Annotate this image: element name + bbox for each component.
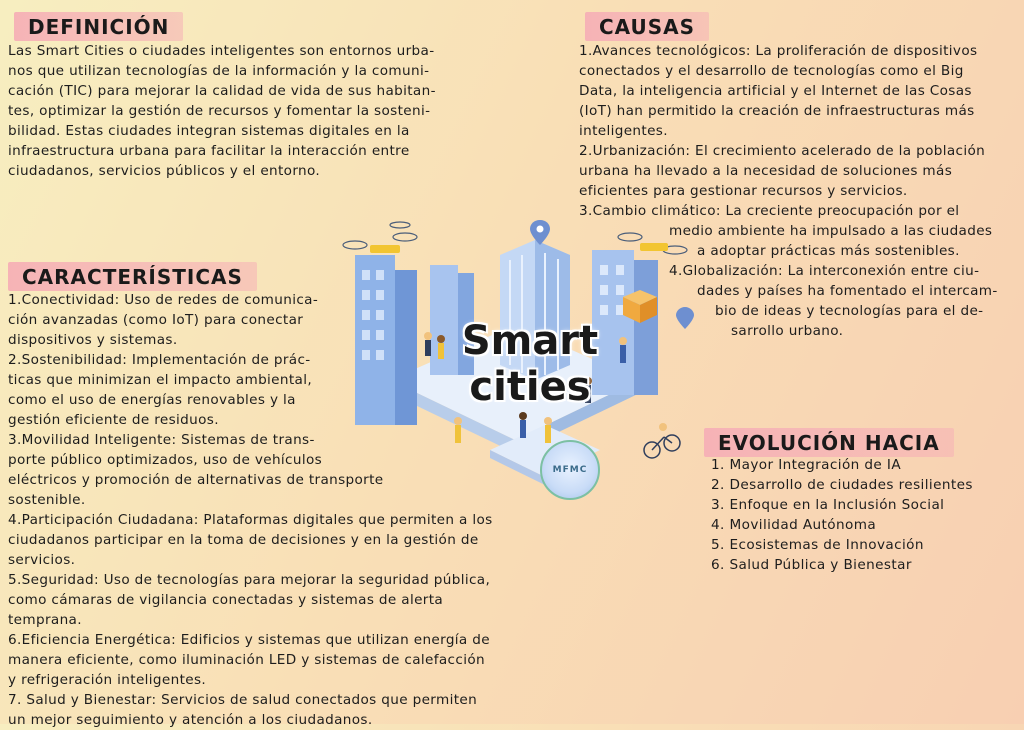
text-line: como cámaras de vigilancia conectadas y sistemas de alerta — [8, 592, 444, 608]
text-line: ciudadanos participar en la toma de decisiones y en la gestión de — [8, 532, 479, 548]
text-line: infraestructura urbana para facilitar la interacción entre — [8, 143, 410, 159]
text-line: ciudadanos, servicios públicos y el entorno. — [8, 163, 321, 179]
author-logo — [540, 440, 600, 500]
text-line: 2.Urbanización: El crecimiento acelerado de la población — [579, 143, 986, 159]
text-line: 3.Cambio climático: La creciente preocupación por el — [579, 203, 960, 219]
text-line: eficientes para gestionar recursos y servicios. — [579, 183, 908, 199]
text-line: tes, optimizar la gestión de recursos y fomentar la sosteni- — [8, 103, 431, 119]
text-line: cación (TIC) para mejorar la calidad de vida de sus habitan- — [8, 83, 436, 99]
text-line: 2.Sostenibilidad: Implementación de prác- — [8, 352, 311, 368]
text-line: 5.Seguridad: Uso de tecnologías para mejorar la seguridad pública, — [8, 572, 491, 588]
list-item: 6. Salud Pública y Bienestar — [711, 557, 912, 573]
text-line: bilidad. Estas ciudades integran sistemas digitales en la — [8, 123, 410, 139]
text-line: sarrollo urbano. — [731, 323, 844, 339]
text-line: 6.Eficiencia Energética: Edificios y sistemas que utilizan energía de — [8, 632, 490, 648]
text-line: medio ambiente ha impulsado a las ciudades — [669, 223, 993, 239]
center-title-line2: cities — [469, 364, 591, 410]
text-line: ticas que minimizan el impacto ambiental, — [8, 372, 313, 388]
text-line: como el uso de energías renovables y la — [8, 392, 296, 408]
text-line: ción avanzadas (como IoT) para conectar — [8, 312, 304, 328]
text-line: Las Smart Cities o ciudades inteligentes son entornos urba- — [8, 43, 435, 59]
text-line: 7. Salud y Bienestar: Servicios de salud conectados que permiten — [8, 692, 478, 708]
text-line: Data, la inteligencia artificial y el Internet de las Cosas — [579, 83, 972, 99]
text-line: 4.Globalización: La interconexión entre ciu- — [669, 263, 980, 279]
text-line: gestión eficiente de residuos. — [8, 412, 219, 428]
text-line: un mejor seguimiento y atención a los ciudadanos. — [8, 712, 373, 728]
causas-heading: CAUSAS — [585, 12, 709, 41]
text-line: inteligentes. — [579, 123, 668, 139]
center-title — [450, 318, 610, 410]
list-item: 5. Ecosistemas de Innovación — [711, 537, 924, 553]
text-line: sostenible. — [8, 492, 86, 508]
center-title-line1: Smart — [461, 318, 599, 364]
text-line: (IoT) han permitido la creación de infraestructuras más — [579, 103, 975, 119]
list-item: 3. Enfoque en la Inclusión Social — [711, 497, 945, 513]
definicion-text — [8, 41, 478, 181]
list-item: 4. Movilidad Autónoma — [711, 517, 877, 533]
text-line: bio de ideas y tecnologías para el de- — [715, 303, 984, 319]
text-line: conectados y el desarrollo de tecnologías como el Big — [579, 63, 964, 79]
text-line: 1.Avances tecnológicos: La proliferación de dispositivos — [579, 43, 978, 59]
definicion-heading: DEFINICIÓN — [14, 12, 183, 41]
evolucion-list — [711, 455, 973, 575]
text-line: eléctricos y promoción de alternativas de transporte — [8, 472, 384, 488]
text-line: servicios. — [8, 552, 76, 568]
caracteristicas-heading: CARACTERÍSTICAS — [8, 262, 257, 291]
text-line: a adoptar prácticas más sostenibles. — [697, 243, 960, 259]
text-line: manera eficiente, como iluminación LED y sistemas de calefacción — [8, 652, 485, 668]
evolucion-heading: EVOLUCIÓN HACIA — [704, 428, 954, 457]
text-line: temprana. — [8, 612, 82, 628]
text-line: urbana ha llevado a la necesidad de soluciones más — [579, 163, 953, 179]
text-line: nos que utilizan tecnologías de la información y la comuni- — [8, 63, 430, 79]
logo-text: MFMC — [552, 465, 588, 475]
text-line: dispositivos y sistemas. — [8, 332, 178, 348]
list-item: 1. Mayor Integración de IA — [711, 457, 902, 473]
text-line: dades y países ha fomentado el intercam- — [697, 283, 998, 299]
list-item: 2. Desarrollo de ciudades resilientes — [711, 477, 973, 493]
text-line: 3.Movilidad Inteligente: Sistemas de trans- — [8, 432, 315, 448]
text-line: y refrigeración inteligentes. — [8, 672, 207, 688]
text-line: porte público optimizados, uso de vehículos — [8, 452, 323, 468]
text-line: 1.Conectividad: Uso de redes de comunica- — [8, 292, 319, 308]
text-line: 4.Participación Ciudadana: Plataformas digitales que permiten a los — [8, 512, 493, 528]
